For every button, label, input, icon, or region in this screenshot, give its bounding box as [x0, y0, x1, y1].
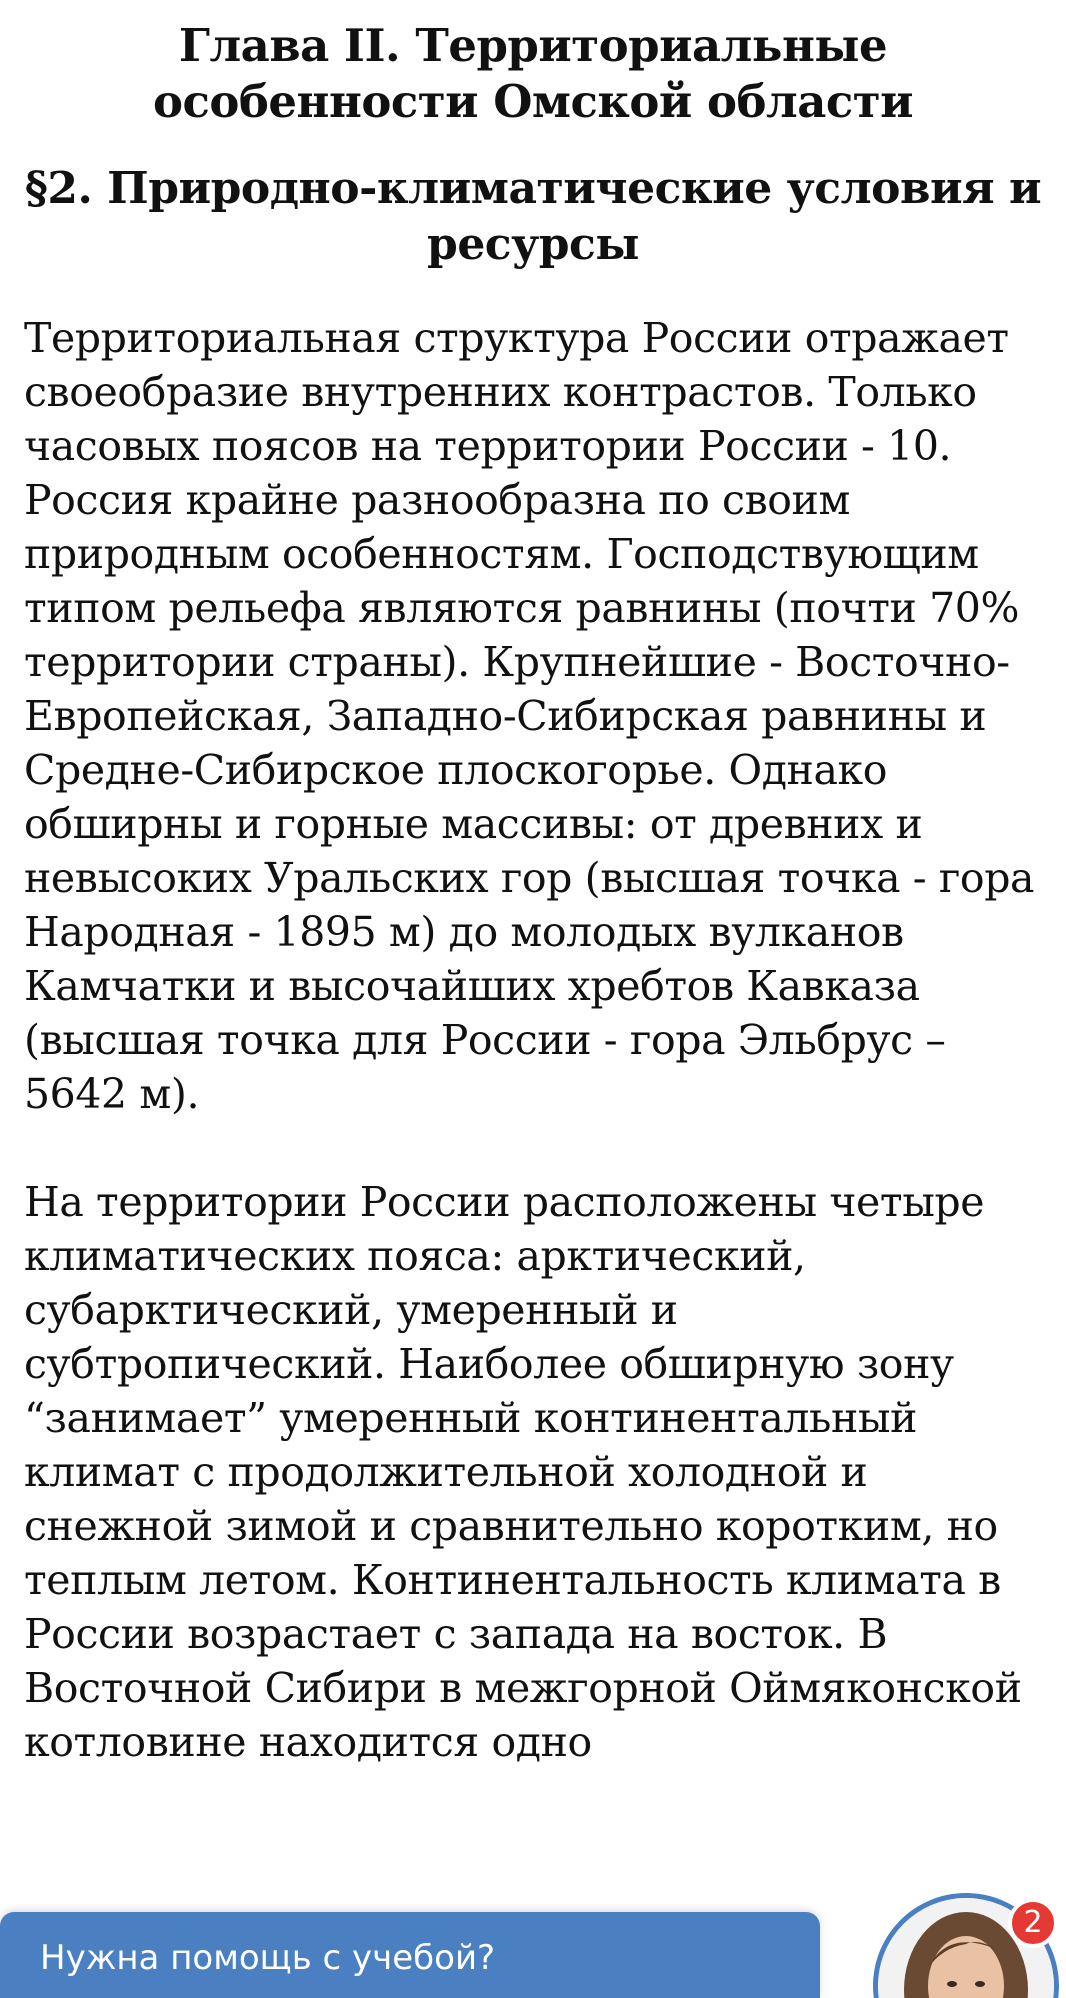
paragraph-relief: Территориальная структура России отражает своеобразие внутренних контрастов. Только часовых поясов на территории России - 10. Россия крайне разнообразна по своим природным особенностям. Господствующим типом рельефа являются равнины (почти 70% территории страны). Крупнейшие - Восточно-Европейская, Западно-Сибирская равнины и Средне-Сибирское плоскогорье. Однако обширны и горные массивы: от древних и невысоких Уральских гор (высшая точка - гора Народная - 1895 м) до молодых вулканов Камчатки и высочайших хребтов Кавказа (высшая точка для России - гора Эльбрус – 5642 м).: [24, 314, 1035, 1118]
chapter-title: Глава II. Территориальные особенности Омской области: [152, 19, 914, 128]
help-banner[interactable]: [0, 1912, 820, 1998]
section-title: §2. Природно-климатические условия и ресурсы: [24, 163, 1042, 270]
help-banner-label[interactable]: Нужна помощь с учебой?: [40, 1938, 496, 1978]
notification-badge: 2: [1008, 1898, 1058, 1948]
paragraph-climate: На территории России расположены четыре климатических пояса: арктический, субарктический, умеренный и субтропический. Наиболее обширную зону “занимает” умеренный континентальный климат с продолжительной холодной и снежной зимой и сравнительно коротким, но теплым летом. Континентальность климата в России возрастает с запада на восток. В Восточной Сибири в межгорной Оймяконской котловине находится одно: [24, 1178, 1022, 1766]
